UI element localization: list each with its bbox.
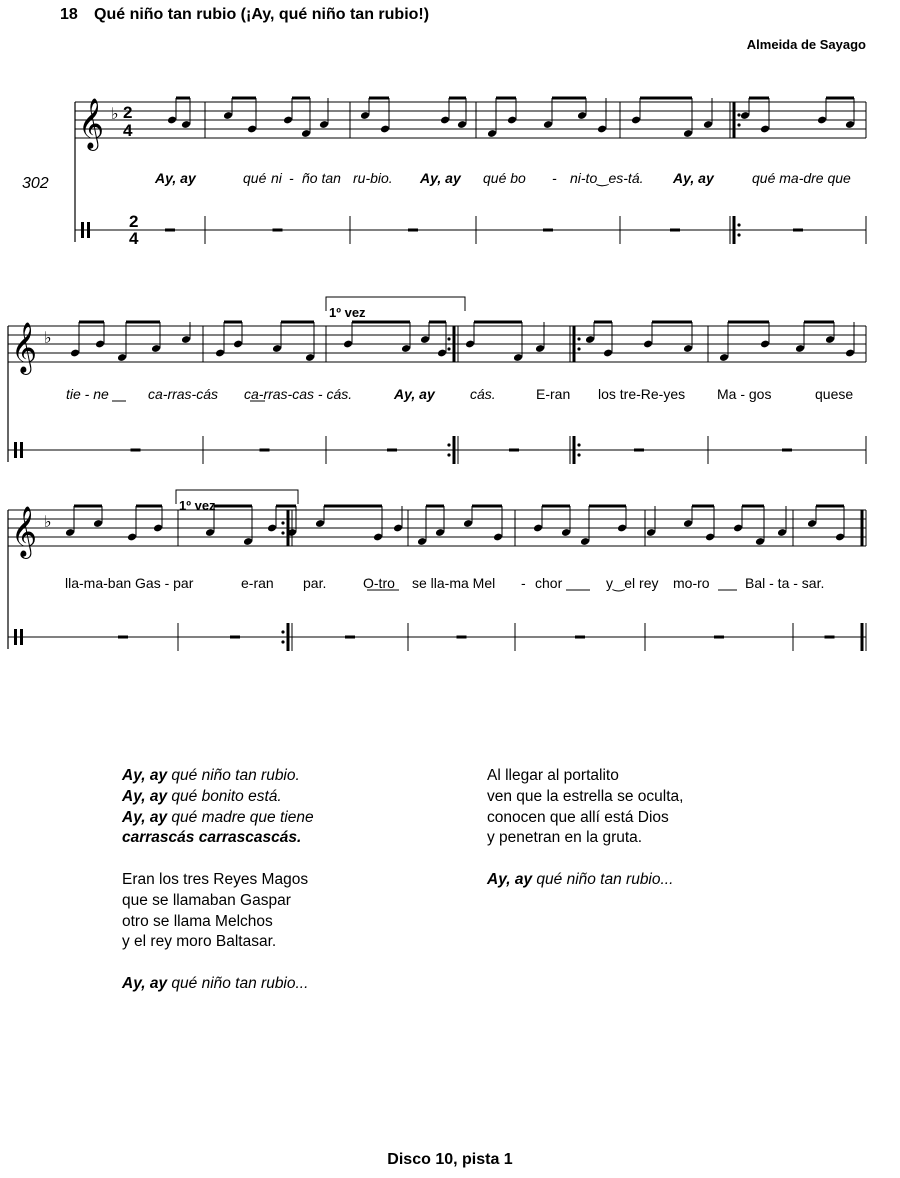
repeat-dot: [447, 453, 450, 456]
lyric-syllable: ca-rras-cas - cás.: [244, 386, 353, 402]
lyric-syllable: Bal - ta - sar.: [745, 575, 825, 591]
lyric-syllable: qué bo: [483, 170, 526, 186]
repeat-dot: [447, 347, 450, 350]
lyric-syllable: par.: [303, 575, 327, 591]
volta-label: 1º vez: [329, 305, 366, 320]
percussion-rest: [543, 229, 553, 232]
repeat-dot: [577, 453, 580, 456]
percussion-clef-icon: [14, 442, 17, 458]
verse-text: y penetran en la gruta.: [487, 829, 643, 847]
percussion-rest: [714, 636, 724, 639]
lyric-syllable: tie - ne: [66, 386, 109, 402]
perc-time-signature-top: 2: [129, 212, 139, 231]
percussion-rest: [457, 636, 467, 639]
verse-line: [487, 766, 817, 787]
verse-text: otro se llama Melchos: [122, 912, 273, 930]
verse-line: [487, 787, 817, 808]
verse-text: carrascás carrascascás.: [122, 829, 302, 847]
repeat-dot: [281, 521, 284, 524]
treble-clef-icon: 𝄞: [11, 507, 38, 556]
verse-line: [487, 828, 817, 849]
lyric-syllable: -: [521, 575, 526, 591]
verse-line: [487, 808, 817, 829]
verse-line: [122, 828, 452, 849]
repeat-dot: [737, 223, 740, 226]
lyric-syllable: O-tro: [363, 575, 395, 591]
perc-time-signature-bottom: 4: [129, 229, 139, 248]
treble-clef-icon: 𝄞: [11, 323, 38, 372]
song-origin: Almeida de Sayago: [746, 37, 866, 52]
lyric-syllable: Ay, ay: [394, 386, 435, 402]
percussion-rest: [670, 229, 680, 232]
verse-text: Ay, ay: [487, 870, 533, 888]
verse-text: Ay, ay: [122, 808, 168, 826]
lyric-syllable: se lla-ma Mel: [412, 575, 496, 591]
percussion-rest: [273, 229, 283, 232]
lyric-syllable: los tre-Re-yes: [598, 386, 686, 402]
page-number: 302: [22, 175, 49, 192]
verse-text: ven que la estrella se oculta,: [487, 787, 684, 805]
repeat-dot: [577, 443, 580, 446]
melody-staves: [8, 102, 866, 546]
lyric-syllable: ño tan: [302, 170, 341, 186]
flat-key-signature-icon: ♭: [44, 514, 52, 531]
verse-text: Eran los tres Reyes Magos: [122, 870, 309, 888]
treble-clef-icon: 𝄞: [78, 99, 105, 148]
lyric-syllable: y‿el rey: [606, 575, 659, 591]
percussion-rest: [260, 449, 270, 452]
verse-gap: [122, 953, 452, 974]
repeat-dot: [447, 443, 450, 446]
percussion-rest: [509, 449, 519, 452]
lyric-syllable: ni: [271, 170, 282, 186]
verse-text: qué niño tan rubio...: [532, 870, 674, 888]
verse-line: [122, 766, 452, 787]
verse-line: [122, 870, 452, 891]
lyric-syllable: Ay, ay: [420, 170, 461, 186]
lyric-syllable: chor: [535, 575, 563, 591]
percussion-rest: [825, 636, 835, 639]
lyric-syllable: ca-rras-cás: [148, 386, 219, 402]
verse-text: Ay, ay: [122, 787, 168, 805]
flat-key-signature-icon: ♭: [44, 330, 52, 347]
verse-line: [122, 912, 452, 933]
percussion-clef-icon: [20, 629, 23, 645]
repeat-dot: [737, 233, 740, 236]
lyric-syllable: Ay, ay: [673, 170, 714, 186]
repeat-dot: [577, 347, 580, 350]
lyric-syllable: qué: [243, 170, 267, 186]
lyric-syllable: -: [552, 170, 557, 186]
lyric-syllable: cás.: [470, 386, 496, 402]
repeat-dot: [281, 630, 284, 633]
percussion-rest: [634, 449, 644, 452]
percussion-rest: [408, 229, 418, 232]
volta-label: 1º vez: [179, 498, 216, 513]
verse-line: [122, 932, 452, 953]
repeat-dot: [737, 113, 740, 116]
verse-text: Al llegar al portalito: [487, 767, 619, 784]
lyric-syllable: Ay, ay: [155, 170, 196, 186]
percussion-rest: [575, 636, 585, 639]
percussion-rest: [131, 449, 141, 452]
repeat-dot: [281, 531, 284, 534]
verse-line: [122, 974, 452, 995]
verse-line: [122, 808, 452, 829]
flat-key-signature-icon: ♭: [111, 106, 119, 123]
verse-gap: [122, 849, 452, 870]
verse-text: Ay, ay: [122, 974, 168, 992]
verses-left-column: [122, 766, 452, 995]
percussion-rest: [387, 449, 397, 452]
lyric-syllable: lla-ma-ban Gas - par: [65, 575, 194, 591]
percussion-rest: [793, 229, 803, 232]
song-number: 18: [60, 6, 78, 23]
repeat-dot: [281, 640, 284, 643]
lyric-syllable: quese: [815, 386, 854, 402]
verses-right-column: [487, 766, 817, 891]
lyric-syllable: qué ma-dre que: [752, 170, 851, 186]
footer-track-info: Disco 10, pista 1: [387, 1151, 513, 1168]
percussion-rest: [782, 449, 792, 452]
repeat-dot: [447, 337, 450, 340]
verse-text: qué bonito está.: [167, 787, 282, 805]
percussion-rest: [118, 636, 128, 639]
verse-line: [487, 870, 817, 891]
lyric-syllable: Ma - gos: [717, 386, 772, 402]
verse-text: y el rey moro Baltasar.: [122, 933, 277, 951]
percussion-rest: [345, 636, 355, 639]
volta-brackets: [176, 297, 465, 513]
verse-line: [122, 891, 452, 912]
verse-gap: [487, 849, 817, 870]
verse-text: conocen que allí está Dios: [487, 808, 669, 826]
time-signature-bottom: 4: [123, 121, 133, 140]
time-signature-top: 2: [123, 103, 133, 122]
lyric-syllable: mo-ro: [673, 575, 710, 591]
percussion-rest: [165, 229, 175, 232]
lyric-syllable: E-ran: [536, 386, 571, 402]
verse-text: qué niño tan rubio.: [167, 767, 300, 784]
percussion-clef-icon: [14, 629, 17, 645]
repeat-dot: [737, 123, 740, 126]
lyric-syllable: -: [289, 170, 294, 186]
verse-text: qué niño tan rubio...: [167, 974, 309, 992]
percussion-clef-icon: [20, 442, 23, 458]
lyric-syllable: ru-bio.: [353, 170, 393, 186]
repeat-dot: [577, 337, 580, 340]
lyric-syllable: ni-to‿es-tá.: [570, 170, 644, 186]
lyric-syllable: e-ran: [241, 575, 274, 591]
verse-line: [122, 787, 452, 808]
percussion-clef-icon: [81, 222, 84, 238]
notes: [65, 98, 855, 546]
verse-text: Ay, ay: [122, 767, 168, 784]
verse-text: que se llamaban Gaspar: [122, 891, 291, 909]
percussion-rest: [230, 636, 240, 639]
percussion-clef-icon: [87, 222, 90, 238]
song-title-text: Qué niño tan rubio (¡Ay, qué niño tan rubio!): [94, 6, 430, 23]
verse-text: qué madre que tiene: [167, 808, 314, 826]
